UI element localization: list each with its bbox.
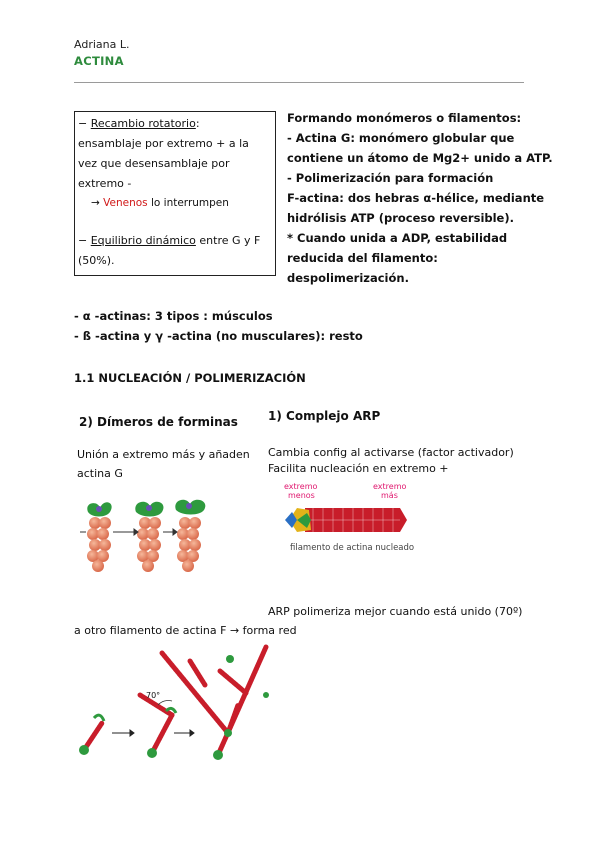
formin-filament-2 — [135, 502, 163, 572]
term-equilibrio: Equilibrio dinámico — [90, 234, 196, 247]
forminas-line-2: actina G — [77, 467, 123, 480]
right-text-9: despolimerización. — [287, 271, 409, 285]
branching-network-diagram — [70, 645, 270, 760]
right-text-6: hidrólisis ATP (proceso reversible). — [287, 211, 514, 225]
summary-box — [74, 111, 276, 276]
label-minus-end-1: extremo — [284, 482, 318, 491]
author-name: Adriana L. — [74, 38, 130, 51]
nucleated-filament-caption: filamento de actina nucleado — [290, 543, 415, 553]
box-line-4: extremo - — [78, 177, 132, 190]
right-text-7: * Cuando unida a ADP, estabilidad — [287, 231, 508, 245]
forminas-line-1: Unión a extremo más y añaden — [77, 448, 250, 461]
right-text-5: F-actina: dos hebras α-hélice, mediante — [287, 191, 545, 205]
formin-filament-1 — [87, 502, 112, 572]
right-text-8: reducida del filamento: — [287, 251, 438, 265]
arp-line-1: Cambia config al activarse (factor activador) — [268, 446, 514, 459]
section-heading: 1.1 NUCLEACIÓN / POLIMERIZACIÓN — [74, 371, 306, 385]
label-minus-end-2: menos — [288, 491, 315, 500]
angle-label: 70° — [146, 691, 161, 700]
box-line-5: → Venenos lo interrumpen — [91, 197, 229, 209]
isoform-line-2: - ß -actina y γ -actina (no musculares): resto — [74, 329, 363, 343]
arp-branch-line-1: ARP polimeriza mejor cuando está unido (70º) — [268, 605, 523, 618]
box-line-3: vez que desensamblaje por — [78, 157, 230, 170]
right-text-1: Formando monómeros o filamentos: — [287, 111, 522, 125]
right-text-3: contiene un átomo de Mg2+ unido a ATP. — [287, 151, 553, 165]
arp-branch-line-2: a otro filamento de actina F → forma red — [74, 624, 297, 637]
formin-filament-3 — [175, 500, 205, 572]
forminas-heading: 2) Dímeros de forminas — [79, 415, 238, 429]
box-line-6: − Equilibrio dinámico entre G y F — [78, 234, 261, 247]
branching-arrows — [112, 730, 194, 736]
isoform-line-1: - α -actinas: 3 tipos : músculos — [74, 309, 273, 323]
formin-dimer-diagram — [80, 490, 225, 580]
arp-line-2: Facilita nucleación en extremo + — [268, 462, 449, 475]
term-recambio: Recambio rotatorio — [90, 117, 196, 130]
document-title: ACTINA — [74, 54, 124, 68]
arp-heading: 1) Complejo ARP — [268, 409, 381, 423]
label-plus-end-1: extremo — [373, 482, 407, 491]
venenos-text: Venenos — [103, 197, 148, 209]
box-line-2: ensamblaje por extremo + a la — [78, 137, 249, 150]
right-text-2: - Actina G: monómero globular que — [287, 131, 515, 145]
header-divider — [74, 82, 524, 83]
arp-filament-diagram — [283, 502, 413, 538]
box-line-7: (50%). — [78, 254, 115, 267]
label-plus-end-2: más — [381, 491, 398, 500]
right-text-4: - Polimerización para formación — [287, 171, 494, 185]
box-line-1: − Recambio rotatorio: — [78, 117, 200, 130]
